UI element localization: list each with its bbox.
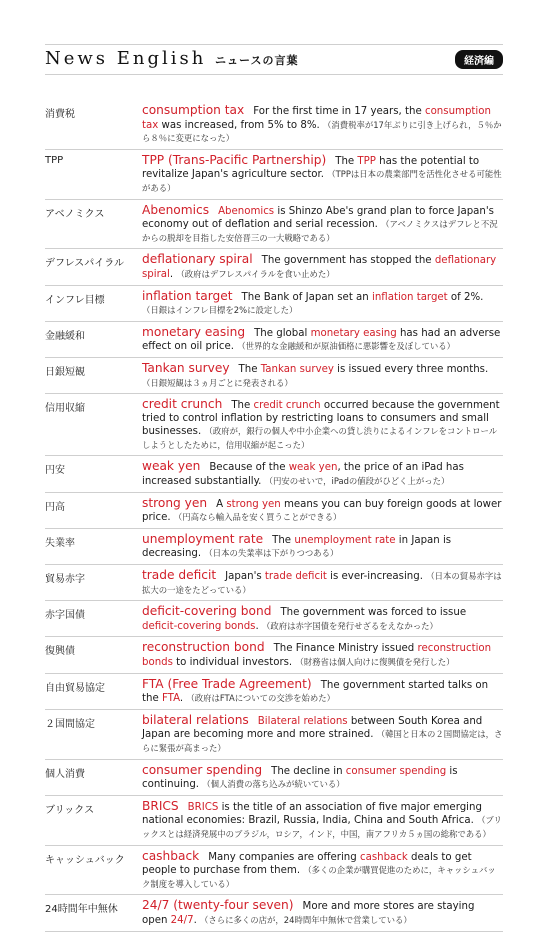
example-text: to individual investors. <box>172 657 296 668</box>
japanese-term: 円安 <box>45 465 65 477</box>
entry-body <box>142 899 503 927</box>
example-text: , the price of an iPad has increased substantially. <box>142 462 464 488</box>
glossary-row <box>45 760 503 796</box>
example-text: The <box>238 363 261 375</box>
highlighted-term: deficit-covering bonds <box>142 620 256 632</box>
highlighted-term: trade deficit <box>264 571 327 583</box>
japanese-translation: （日本の失業率は下がりつつある） <box>204 548 339 559</box>
highlighted-term: weak yen <box>288 462 338 474</box>
glossary-row <box>45 150 503 200</box>
highlighted-term: BRICS <box>187 801 219 813</box>
glossary-list <box>45 100 503 932</box>
example-text: A <box>216 498 227 510</box>
category-badge: 経済編 <box>455 50 503 69</box>
japanese-term: ブリックス <box>45 804 95 816</box>
highlighted-term: FTA <box>161 693 180 705</box>
japanese-term: アベノミクス <box>45 208 105 220</box>
example-text: has had an adverse effect on oil price. <box>142 327 501 353</box>
english-term: credit crunch <box>142 397 223 412</box>
english-term: consumption tax <box>142 103 245 117</box>
japanese-term: 赤字国債 <box>45 610 85 622</box>
japanese-translation: （日銀はインフレ目標を2%に設定した） <box>142 305 298 316</box>
page-header <box>45 48 503 70</box>
highlighted-term: unemployment rate <box>294 534 396 546</box>
japanese-term: 日銀短観 <box>45 366 85 378</box>
japanese-translation: （消費税率が17年ぶりに引き上げられ，５％から８％に変更になった） <box>142 119 502 144</box>
entry-body <box>142 154 503 196</box>
highlighted-term: consumer spending <box>345 765 447 777</box>
example-text: occurred because the government tried to control inflation by restricting loans to consumers and small businesses. <box>142 400 500 438</box>
glossary-row <box>45 601 503 637</box>
highlighted-term: 24/7 <box>170 914 194 926</box>
glossary-row <box>45 674 503 710</box>
english-term: 24/7 (twenty-four seven) <box>142 898 294 913</box>
glossary-row <box>45 796 503 846</box>
page-title: News English <box>45 48 207 69</box>
glossary-row <box>45 322 503 358</box>
highlighted-term: Abenomics <box>218 205 275 217</box>
japanese-translation: （政府が，銀行の個人や中小企業への貸し渋りによるインフレをコントロールしようとしたために，信用収縮が起こった） <box>142 426 498 450</box>
japanese-term: 金融緩和 <box>45 330 85 342</box>
entry-body <box>142 290 503 318</box>
example-text: of 2%. <box>447 291 484 303</box>
example-text: Japan's <box>225 571 265 583</box>
glossary-row <box>45 249 503 285</box>
japanese-term: 失業率 <box>45 537 75 549</box>
entry-body <box>142 398 503 452</box>
entry-body <box>142 253 503 281</box>
japanese-translation: （世界的な金融緩和が原油価格に悪影響を及ぼしている） <box>237 341 456 352</box>
highlighted-term: credit crunch <box>253 400 321 412</box>
example-text: is Shinzo Abe's grand plan to force Japan's economy out of deflation and serial recession. <box>142 205 494 231</box>
japanese-translation: （政府はFTAについての交渉を始めた） <box>186 693 336 704</box>
example-text: The Bank of Japan set an <box>241 291 372 303</box>
highlighted-term: inflation target <box>372 291 448 303</box>
example-text: is ever-increasing. <box>326 571 427 583</box>
glossary-row <box>45 493 503 529</box>
entry-body <box>142 569 503 597</box>
example-text: The global <box>254 327 311 339</box>
highlighted-term: TPP <box>357 155 376 167</box>
example-text: Many companies are offering <box>208 851 360 863</box>
entry-body <box>142 678 503 706</box>
glossary-row <box>45 100 503 150</box>
example-text: is issued every three months. <box>333 363 489 375</box>
glossary-row <box>45 394 503 456</box>
japanese-translation: （円高なら輸入品を安く買うことができる） <box>173 512 342 523</box>
japanese-translation: （TPPは日本の農業部門を活性化させる可能性がある） <box>142 169 502 193</box>
example-text: The decline in <box>271 765 346 777</box>
japanese-translation: （円安のせいで，iPadの値段がひどく上がった） <box>264 476 450 487</box>
glossary-row <box>45 710 503 760</box>
japanese-term: 自由貿易協定 <box>45 682 105 694</box>
entry-body <box>142 800 503 842</box>
example-text: For the first time in 17 years, the <box>253 106 425 117</box>
english-term: TPP (Trans-Pacific Partnership) <box>142 152 327 167</box>
highlighted-term: cashback <box>359 851 408 863</box>
japanese-term: キャッシュバック <box>45 854 125 866</box>
example-text: means you can buy foreign goods at lower price. <box>142 498 502 524</box>
glossary-row <box>45 846 503 896</box>
entry-body <box>142 641 503 669</box>
entry-body <box>142 460 503 488</box>
example-text: is continuing. <box>142 765 458 791</box>
japanese-term: 復興債 <box>45 646 75 658</box>
page-subtitle: ニュースの言葉 <box>215 54 299 67</box>
entry-body <box>142 850 503 892</box>
glossary-row <box>45 895 503 931</box>
glossary-row <box>45 637 503 673</box>
japanese-term: 24時間年中無休 <box>45 904 118 916</box>
example-text: The Finance Ministry issued <box>273 643 418 655</box>
english-term: weak yen <box>142 459 201 474</box>
english-term: Tankan survey <box>142 360 230 375</box>
japanese-term: 貿易赤字 <box>45 574 85 586</box>
highlighted-term: consumption tax <box>142 106 491 131</box>
example-text: The government has stopped the <box>261 255 435 267</box>
highlighted-term: deflationary spiral <box>142 255 497 280</box>
highlighted-term: strong yen <box>226 498 281 510</box>
japanese-term: インフレ目標 <box>45 294 105 306</box>
english-term: deflationary spiral <box>142 252 253 267</box>
example-text: . <box>255 620 262 632</box>
glossary-row <box>45 565 503 601</box>
japanese-translation: （日本の貿易赤字は拡大の一途をたどっている） <box>142 571 502 595</box>
english-term: deficit-covering bond <box>142 604 272 619</box>
glossary-row <box>45 529 503 565</box>
example-text: in Japan is decreasing. <box>142 534 452 560</box>
example-text: More and more stores are staying open <box>142 901 475 926</box>
japanese-translation: （政府は赤字国債を発行せざるをえなかった） <box>261 620 438 631</box>
japanese-translation: （ブリックスとは経済発展中のブラジル，ロシア，インド，中国，南アフリカ５ヵ国の総称である） <box>142 815 502 839</box>
highlighted-term: Tankan survey <box>260 363 334 375</box>
highlighted-term: monetary easing <box>310 327 397 339</box>
example-text: deals to get people to purchase from them. <box>142 851 472 877</box>
english-term: strong yen <box>142 495 208 510</box>
english-term: trade deficit <box>142 568 217 583</box>
japanese-term: 個人消費 <box>45 768 85 780</box>
japanese-term: TPP <box>45 154 64 166</box>
english-term: consumer spending <box>142 762 263 777</box>
english-term: bilateral relations <box>142 712 249 727</box>
example-text: The <box>335 155 358 167</box>
english-term: monetary easing <box>142 324 246 339</box>
entry-body <box>142 605 503 633</box>
example-text: The <box>231 400 254 412</box>
entry-body <box>142 497 503 525</box>
japanese-translation: （アベノミクスはデフレと不況からの脱却を目指した安倍晋三の一大戦略である） <box>142 219 498 243</box>
entry-body <box>142 533 503 561</box>
entry-body <box>142 326 503 354</box>
japanese-translation: （政府はデフレスパイラルを食い止めた） <box>176 268 335 279</box>
example-text: . <box>179 693 187 705</box>
header-rule <box>45 74 503 75</box>
entry-body <box>142 764 503 792</box>
entry-body <box>142 104 503 146</box>
english-term: reconstruction bond <box>142 640 265 655</box>
japanese-translation: （多くの企業が購買促進のために，キャッシュバック制度を導入している） <box>142 865 496 889</box>
japanese-translation: （韓国と日本の２国間協定は，さらに緊張が高まった） <box>142 729 503 753</box>
japanese-term: デフレスパイラル <box>45 258 124 270</box>
japanese-term: 消費税 <box>45 109 75 120</box>
english-term: BRICS <box>142 798 179 813</box>
example-text: between South Korea and Japan are becoming more and more strained. <box>142 715 483 741</box>
english-term: FTA (Free Trade Agreement) <box>142 676 312 691</box>
example-text: The government started talks on the <box>142 679 489 705</box>
example-text: has the potential to revitalize Japan's agriculture sector. <box>142 155 480 181</box>
entry-body <box>142 362 503 390</box>
english-term: inflation target <box>142 288 233 303</box>
japanese-term: 信用収縮 <box>45 403 85 415</box>
english-term: unemployment rate <box>142 531 264 546</box>
example-text: The government was forced to issue <box>280 607 467 619</box>
entry-body <box>142 714 503 756</box>
glossary-row <box>45 200 503 250</box>
example-text: . <box>169 268 177 280</box>
highlighted-term: Bilateral relations <box>257 715 348 727</box>
japanese-translation: （個人消費の落ち込みが続いている） <box>202 779 345 790</box>
english-term: cashback <box>142 848 200 863</box>
glossary-row <box>45 358 503 394</box>
glossary-row <box>45 286 503 322</box>
japanese-translation: （日銀短観は３ヵ月ごとに発表される） <box>142 377 293 388</box>
entry-body <box>142 204 503 246</box>
example-text: . <box>193 914 201 926</box>
example-text: Because of the <box>209 462 289 474</box>
example-text: was increased, from 5% to 8%. <box>158 119 323 131</box>
japanese-translation: （財務省は個人向けに復興債を発行した） <box>295 657 455 667</box>
example-text: The <box>272 534 295 546</box>
top-rule <box>45 44 503 45</box>
english-term: Abenomics <box>142 202 210 217</box>
japanese-translation: （さらに多くの店が，24時間年中無休で営業している） <box>200 914 412 925</box>
japanese-term: ２国間協定 <box>45 718 95 730</box>
glossary-row <box>45 456 503 492</box>
example-text: is the title of an association of five major emerging national economies: Brazil, Russia, India, China and South Africa. <box>142 801 482 827</box>
japanese-term: 円高 <box>45 501 65 513</box>
highlighted-term: reconstruction bonds <box>142 643 492 668</box>
